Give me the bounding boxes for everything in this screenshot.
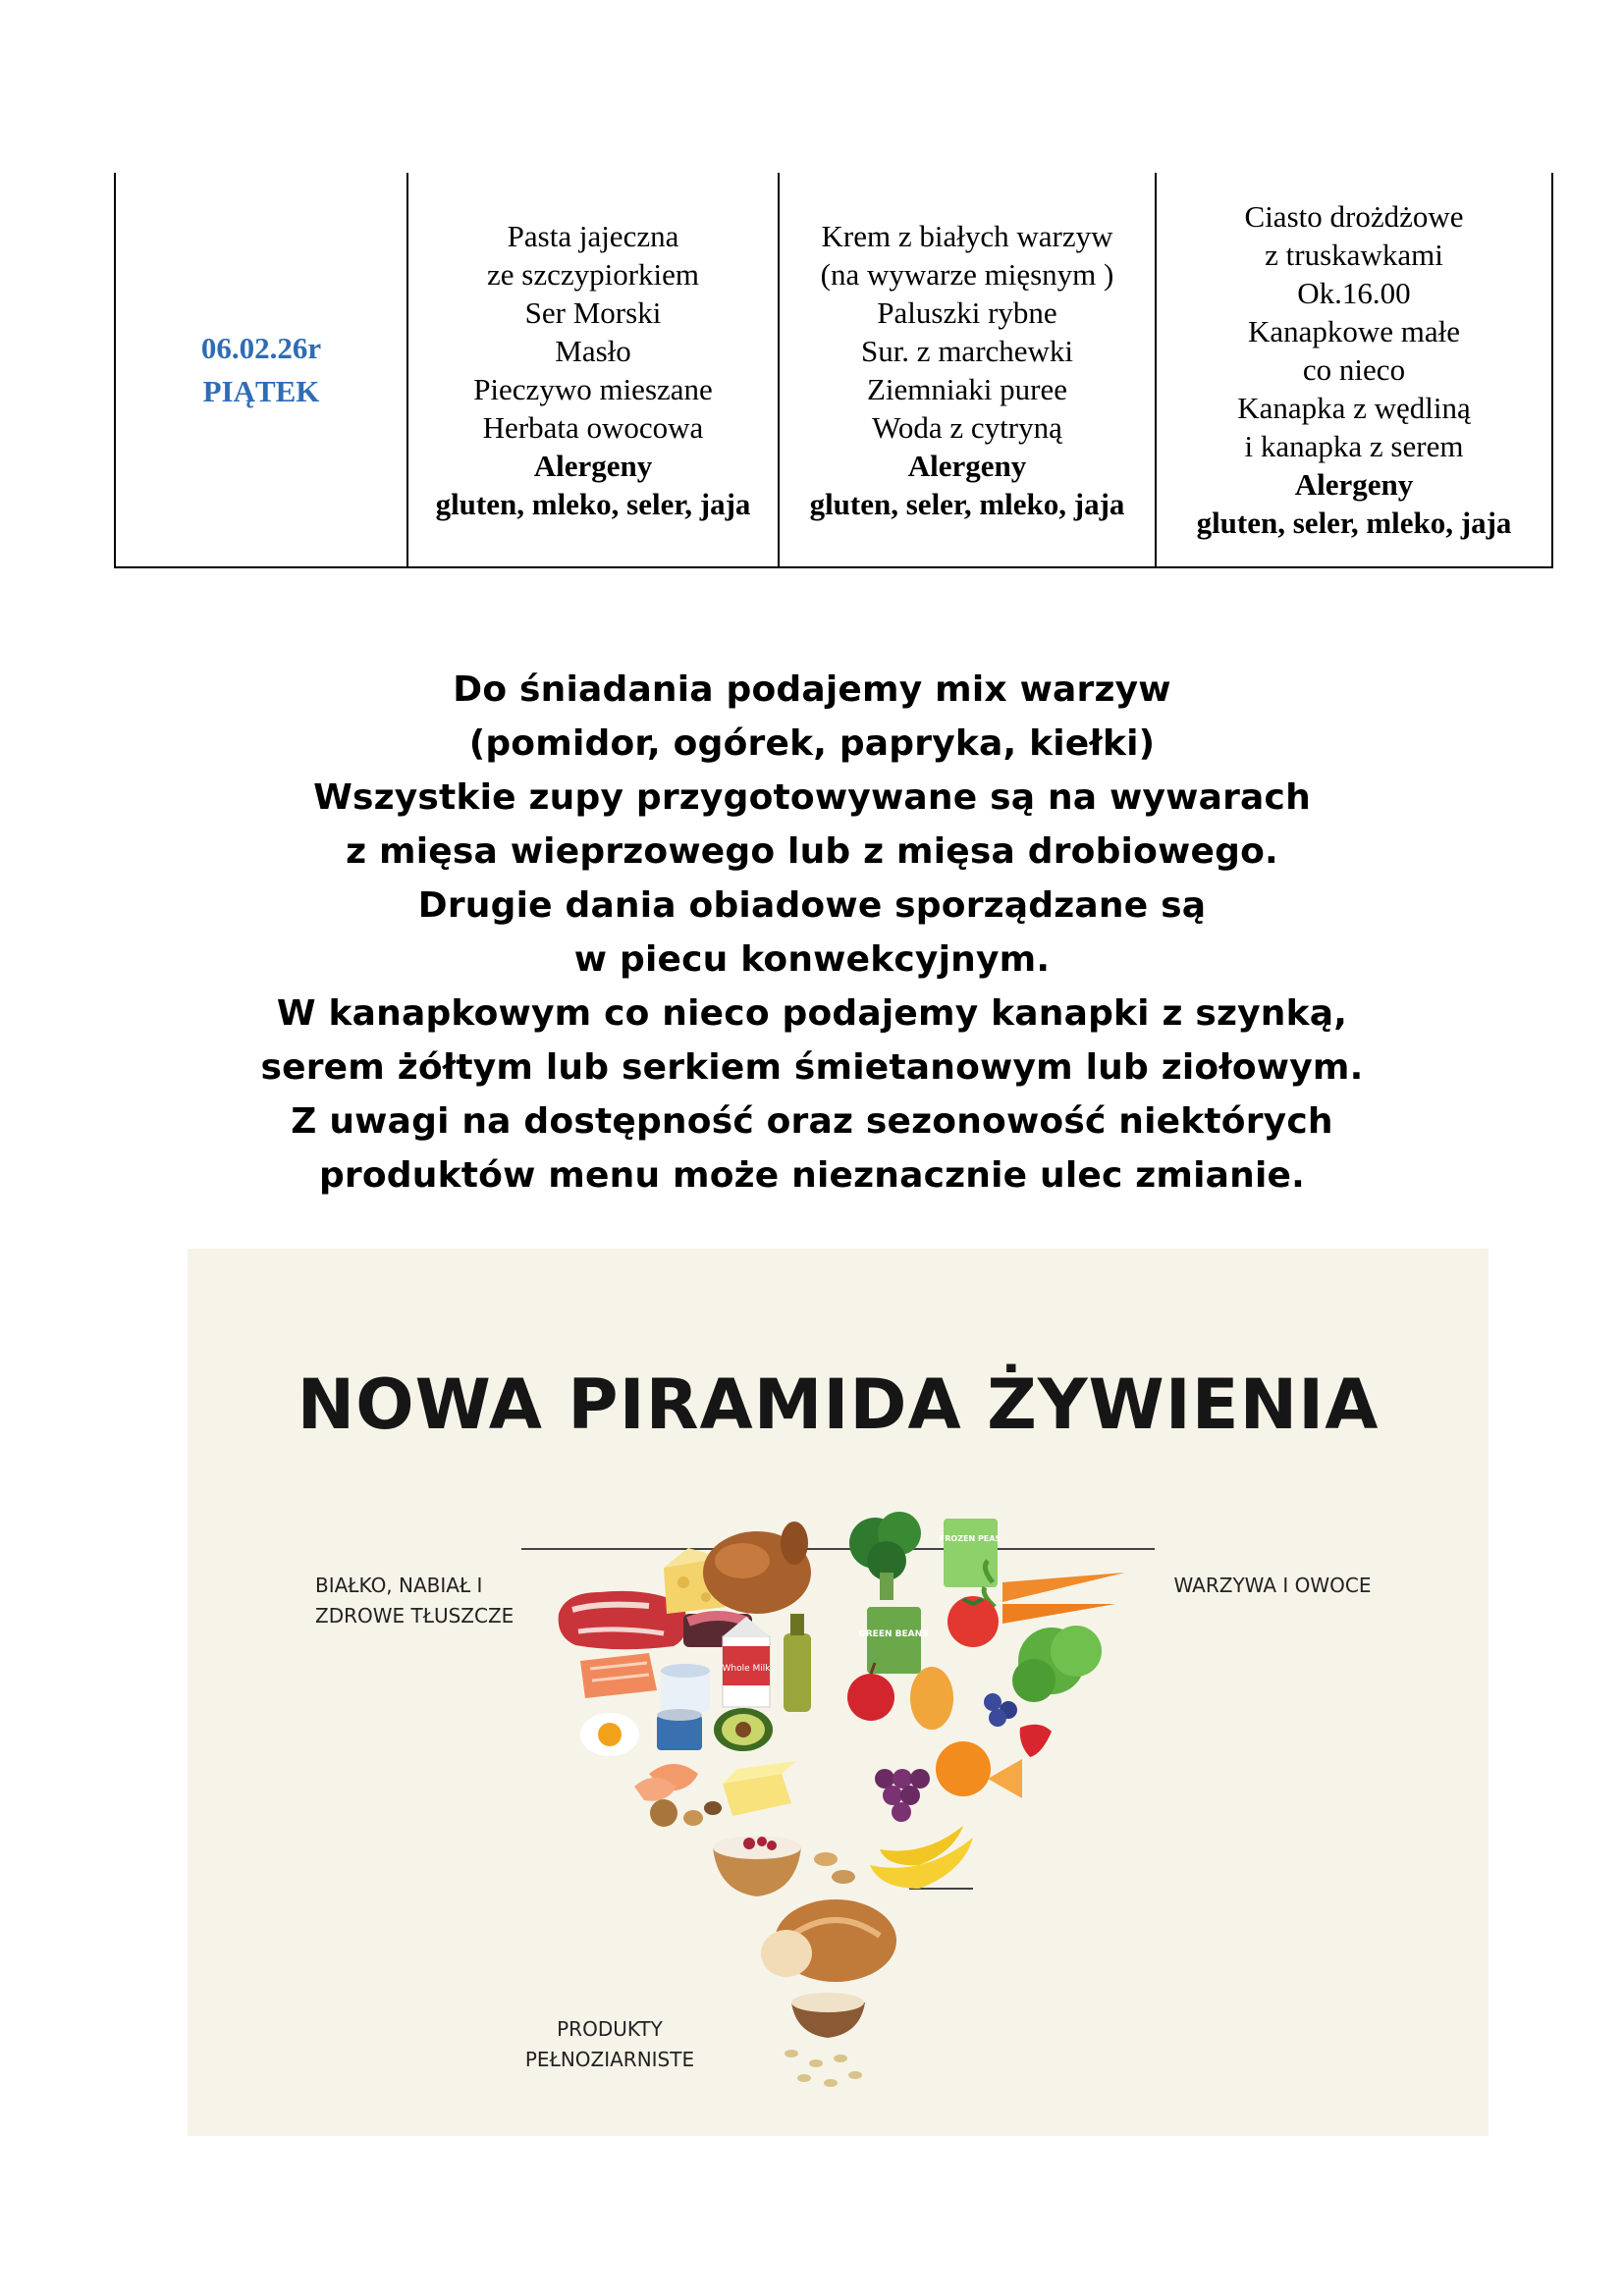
tomato-icon: [947, 1596, 999, 1647]
dessert-cell: [1156, 173, 1552, 567]
dessert-item: i kanapka z serem: [1244, 429, 1464, 463]
note-line: (pomidor, ogórek, papryka, kiełki): [468, 723, 1156, 764]
grapes-icon: [875, 1769, 930, 1822]
peas-bag-text: FROZEN PEAS: [939, 1534, 1001, 1543]
dessert-item: z truskawkami: [1265, 238, 1443, 272]
note-line: W kanapkowym co nieco podajemy kanapki z szynką,: [276, 993, 1348, 1034]
note-line: Drugie dania obiadowe sporządzane są: [417, 885, 1207, 926]
nuts-icon: [650, 1799, 722, 1827]
breakfast-allergens: gluten, mleko, seler, jaja: [435, 486, 751, 521]
dessert-item: Ciasto drożdżowe: [1244, 199, 1464, 234]
dessert-item: Ok.16.00: [1297, 276, 1411, 310]
breakfast-item: Herbata owocowa: [482, 409, 704, 445]
lettuce-icon: [1012, 1626, 1102, 1702]
egg-icon: [580, 1713, 639, 1756]
orange-icon: [936, 1741, 1022, 1798]
strawberry-icon: [1020, 1725, 1052, 1757]
menu-table: [114, 173, 1553, 568]
yogurt-icon: [661, 1664, 710, 1712]
lunch-item: Woda z cytryną: [872, 409, 1062, 445]
salmon-icon: [580, 1653, 657, 1698]
broccoli-icon: [849, 1512, 921, 1600]
note-line: w piecu konwekcyjnym.: [573, 939, 1051, 980]
breakfast-allergen-heading: Alergeny: [533, 448, 653, 483]
pyramid-title: NOWA PIRAMIDA ŻYWIENIA: [297, 1364, 1380, 1445]
lunch-item: (na wywarze mięsnym ): [820, 256, 1114, 292]
breakfast-item: Ser Morski: [524, 294, 662, 330]
lunch-item: Ziemniaki puree: [867, 371, 1067, 406]
label-grain-line: PRODUKTY: [557, 2017, 663, 2041]
lunch-item: Sur. z marchewki: [860, 333, 1074, 368]
green-beans-icon: [858, 1607, 928, 1674]
dessert-allergen-heading: Alergeny: [1294, 467, 1414, 502]
olive-oil-icon: [784, 1614, 811, 1712]
green-beans-text: GREEN BEANS: [858, 1629, 929, 1639]
label-protein-line: BIAŁKO, NABIAŁ I: [315, 1574, 483, 1597]
breakfast-item: Masło: [555, 333, 631, 368]
lunch-allergen-heading: Alergeny: [907, 448, 1027, 483]
shrimp-icon: [634, 1764, 698, 1801]
bowl-icon: [713, 1836, 801, 1896]
menu-weekday: PIĄTEK: [202, 373, 320, 408]
label-grain-line: PEŁNOZIARNISTE: [524, 2048, 695, 2071]
breakfast-item: ze szczypiorkiem: [486, 256, 700, 292]
peanut-icon: [814, 1852, 855, 1884]
dessert-item: Kanapka z wędliną: [1237, 391, 1471, 425]
breakfast-cell: [407, 173, 779, 567]
food-pyramid-illustration: [188, 1249, 1489, 2136]
carrot-icon: [984, 1561, 1125, 1624]
menu-row: [115, 173, 1552, 567]
peas-bag-icon: [940, 1519, 1001, 1587]
lunch-item: Krem z białych warzyw: [821, 218, 1113, 253]
squash-icon: [910, 1667, 953, 1730]
lunch-cell: [779, 173, 1156, 567]
dessert-allergens: gluten, seler, mleko, jaja: [1196, 506, 1512, 540]
grains-icon: [785, 2050, 862, 2087]
dessert-item: co nieco: [1302, 352, 1406, 387]
butter-icon: [723, 1761, 796, 1816]
chicken-icon: [703, 1522, 811, 1614]
label-protein-line: ZDROWE TŁUSZCZE: [315, 1604, 514, 1628]
note-line: produktów menu może nieznacznie ulec zmianie.: [318, 1155, 1306, 1196]
note-line: Z uwagi na dostępność oraz sezonowość niektórych: [291, 1101, 1333, 1142]
blueberries-icon: [984, 1693, 1017, 1727]
can-icon: [657, 1709, 702, 1750]
lunch-item: Paluszki rybne: [877, 294, 1057, 330]
day-cell: [115, 173, 407, 567]
milk-carton-text: Whole Milk: [722, 1664, 771, 1674]
note-line: z mięsa wieprzowego lub z mięsa drobiowego.: [346, 831, 1278, 872]
menu-notes: [0, 663, 1624, 1202]
note-line: Do śniadania podajemy mix warzyw: [453, 669, 1171, 710]
food-pyramid-panel: [188, 1249, 1489, 2136]
lunch-allergens: gluten, seler, mleko, jaja: [809, 486, 1125, 521]
dessert-item: Kanapkowe małe: [1247, 314, 1461, 348]
avocado-icon: [714, 1708, 773, 1751]
breakfast-item: Pasta jajeczna: [507, 218, 679, 253]
oats-bowl-icon: [791, 1993, 865, 2038]
note-line: serem żółtym lub serkiem śmietanowym lub ziołowym.: [260, 1047, 1364, 1088]
label-veg-line: WARZYWA I OWOCE: [1173, 1574, 1372, 1597]
menu-date: 06.02.26r: [200, 330, 322, 365]
breakfast-item: Pieczywo mieszane: [473, 371, 713, 406]
note-line: Wszystkie zupy przygotowywane są na wywarach: [313, 777, 1311, 818]
bread-icon: [761, 1899, 896, 1982]
banana-icon: [870, 1826, 973, 1889]
